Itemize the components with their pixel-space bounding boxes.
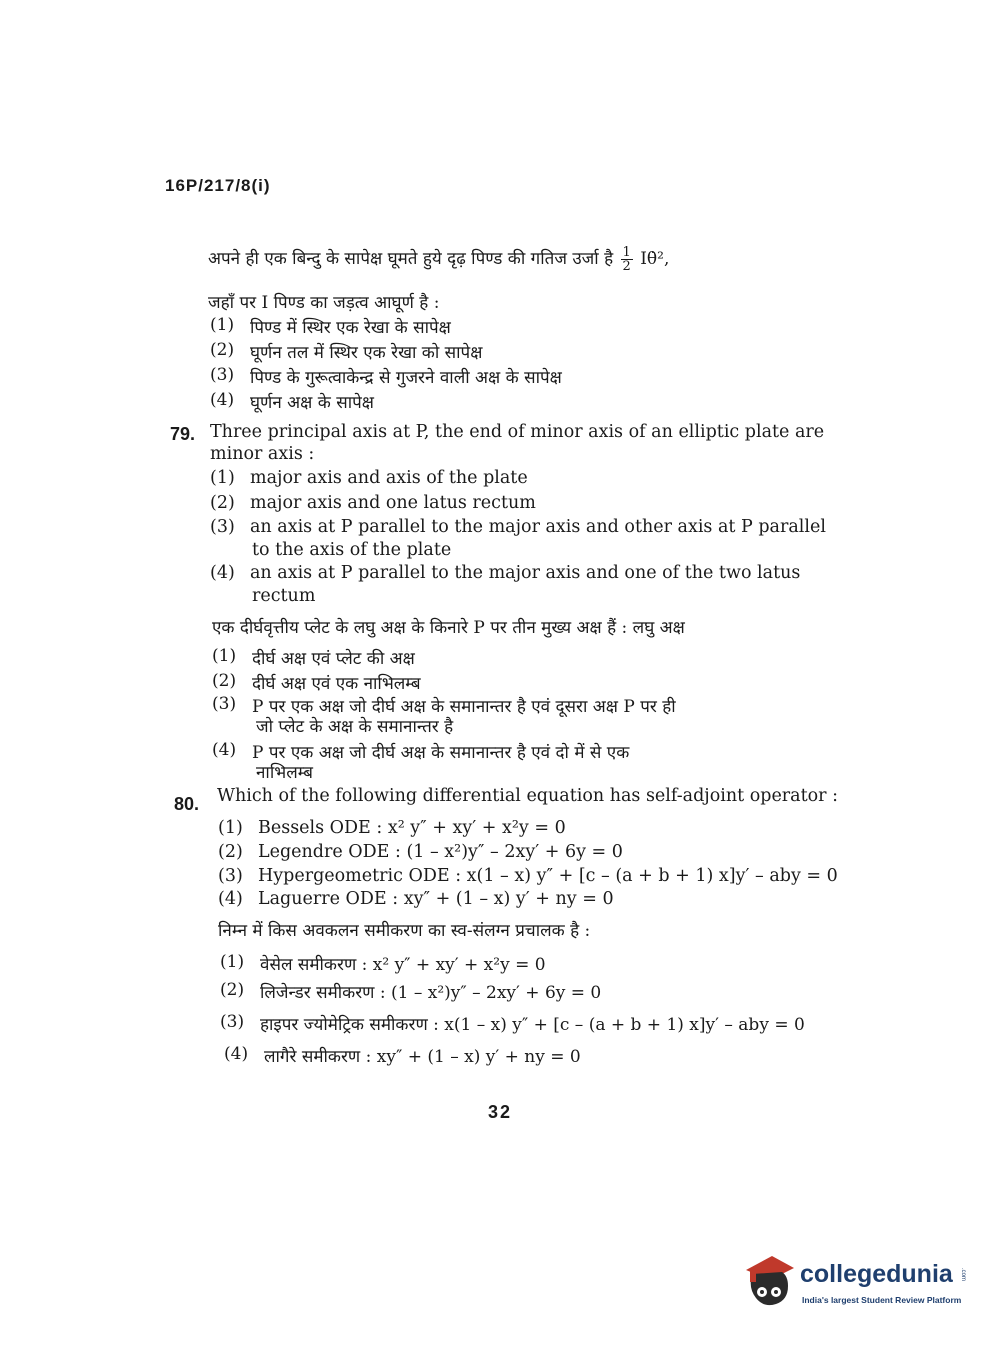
option-number: (4)	[212, 740, 237, 760]
option-text: दीर्घ अक्ष एवं प्लेट की अक्ष	[252, 649, 415, 669]
option-text: an axis at P parallel to the major axis and one of the two latus	[250, 563, 801, 583]
q80-question: Which of the following differential equation has self-adjoint operator :	[217, 786, 839, 806]
mascot-icon	[742, 1252, 798, 1312]
option-text: P पर एक अक्ष जो दीर्घ अक्ष के समानान्तर है एवं दो में से एक	[252, 743, 630, 763]
option-text: वेसेल समीकरण : x² y″ + xy′ + x²y = 0	[260, 955, 546, 975]
q80-number: 80.	[174, 794, 200, 814]
paper-code: 16P/217/8(i)	[165, 176, 271, 195]
option-number: (2)	[210, 340, 235, 360]
fraction-denominator: 2	[622, 259, 631, 274]
q80-hindi-option-2	[220, 980, 601, 1003]
q78-option-2	[210, 340, 482, 363]
q79-option-4-cont: rectum	[252, 586, 316, 606]
q80-hindi-option-1	[220, 952, 546, 975]
option-text: P पर एक अक्ष जो दीर्घ अक्ष के समानान्तर है एवं दूसरा अक्ष P पर ही	[252, 697, 676, 717]
option-number: (4)	[224, 1044, 249, 1064]
q80-option-4	[218, 889, 614, 909]
option-number: (2)	[210, 493, 235, 513]
option-number: (4)	[218, 889, 243, 909]
option-text: Hypergeometric ODE : x(1 – x) y″ + [c – (a + b + 1) x]y′ – aby = 0	[258, 866, 838, 886]
option-text: major axis and one latus rectum	[250, 493, 536, 513]
page-number: 32	[488, 1102, 513, 1122]
option-text: दीर्घ अक्ष एवं एक नाभिलम्ब	[252, 674, 421, 694]
option-text: हाइपर ज्योमेट्रिक समीकरण : x(1 – x) y″ + [c – (a + b + 1) x]y′ – aby = 0	[260, 1015, 805, 1035]
collegedunia-logo[interactable]	[742, 1252, 972, 1312]
option-text: an axis at P parallel to the major axis and other axis at P parallel	[250, 517, 826, 537]
q80-option-2	[218, 842, 623, 862]
option-number: (2)	[212, 671, 237, 691]
q79-hindi-option-2	[212, 671, 421, 694]
logo-wordmark: collegedunia	[800, 1260, 953, 1288]
half-fraction	[621, 246, 633, 273]
option-number: (3)	[220, 1012, 245, 1032]
q78-option-3	[210, 365, 562, 388]
q79-hindi-option-1	[212, 646, 415, 669]
option-number: (3)	[212, 694, 237, 714]
logo-suffix: .com	[960, 1268, 966, 1282]
q79-number: 79.	[170, 424, 196, 444]
q79-option-3-cont: to the axis of the plate	[252, 540, 452, 560]
q79-hindi-option-4-cont: नाभिलम्ब	[256, 763, 313, 783]
option-number: (2)	[220, 980, 245, 1000]
option-number: (2)	[218, 842, 243, 862]
fraction-numerator: 1	[622, 245, 631, 260]
q78-hindi-line1	[208, 246, 669, 273]
option-text: Laguerre ODE : xy″ + (1 – x) y′ + ny = 0	[258, 889, 614, 909]
q78-hindi-line2: जहाँ पर I पिण्ड का जड़त्व आघूर्ण है :	[208, 293, 440, 313]
option-text: घूर्णन अक्ष के सापेक्ष	[250, 393, 374, 413]
option-text: major axis and axis of the plate	[250, 468, 528, 488]
option-text: घूर्णन तल में स्थिर एक रेखा को सापेक्ष	[250, 343, 483, 363]
q80-option-3	[218, 866, 838, 886]
option-text: पिण्ड के गुरूत्वाकेन्द्र से गुजरने वाली अक्ष के सापेक्ष	[250, 368, 562, 388]
q79-option-1	[210, 468, 528, 488]
q80-hindi-option-4	[224, 1044, 581, 1067]
option-text: लागैरे समीकरण : xy″ + (1 – x) y′ + ny = 0	[264, 1047, 581, 1067]
q78-option-1	[210, 315, 451, 338]
option-number: (4)	[210, 563, 235, 583]
q79-question-line1: Three principal axis at P, the end of minor axis of an elliptic plate are	[210, 422, 825, 442]
option-number: (3)	[210, 365, 235, 385]
logo-tagline: India's largest Student Review Platform	[802, 1295, 962, 1305]
q78-option-4	[210, 390, 374, 413]
option-number: (1)	[218, 818, 243, 838]
q79-option-4	[210, 563, 800, 583]
option-text: Bessels ODE : x² y″ + xy′ + x²y = 0	[258, 818, 566, 838]
q78-hindi-text: अपने ही एक बिन्दु के सापेक्ष घूमते हुये दृढ़ पिण्ड की गतिज उर्जा है	[208, 249, 614, 269]
option-number: (1)	[220, 952, 245, 972]
q79-hindi-question: एक दीर्घवृत्तीय प्लेट के लघु अक्ष के किनारे P पर तीन मुख्य अक्ष हैं : लघु अक्ष	[212, 618, 685, 638]
option-number: (3)	[210, 517, 235, 537]
q79-hindi-option-3-cont: जो प्लेट के अक्ष के समानान्तर है	[256, 717, 454, 737]
q80-hindi-question: निम्न में किस अवकलन समीकरण का स्व-संलग्न प्रचालक है :	[218, 921, 591, 941]
option-number: (3)	[218, 866, 243, 886]
kinetic-energy-formula: Iθ̇²,	[640, 249, 670, 269]
q80-option-1	[218, 818, 566, 838]
option-number: (4)	[210, 390, 235, 410]
option-text: लिजेन्डर समीकरण : (1 – x²)y″ – 2xy′ + 6y = 0	[260, 983, 602, 1003]
q79-option-2	[210, 493, 536, 513]
option-number: (1)	[210, 315, 235, 335]
option-text: Legendre ODE : (1 – x²)y″ – 2xy′ + 6y = 0	[258, 842, 623, 862]
option-number: (1)	[212, 646, 237, 666]
option-text: पिण्ड में स्थिर एक रेखा के सापेक्ष	[250, 318, 451, 338]
q80-hindi-option-3	[220, 1012, 805, 1035]
q79-option-3	[210, 517, 826, 537]
q79-question-line2: minor axis :	[210, 444, 315, 464]
option-number: (1)	[210, 468, 235, 488]
